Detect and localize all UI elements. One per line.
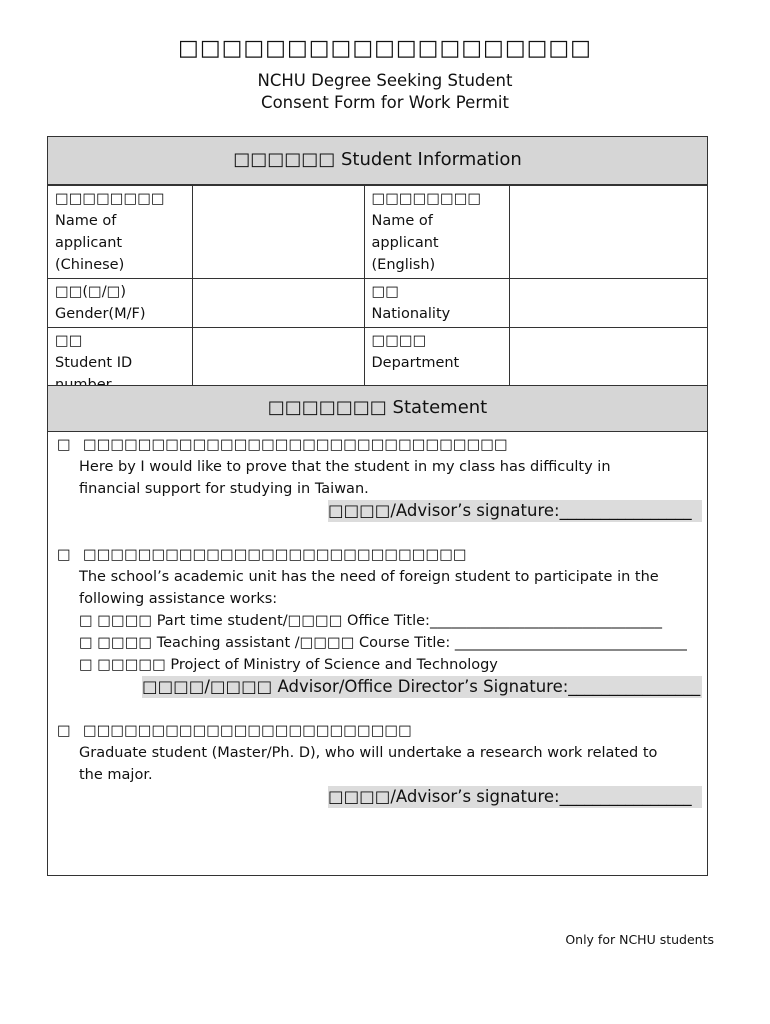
name-chinese-field[interactable] — [192, 186, 364, 279]
statement-2-text-2: following assistance works: — [79, 591, 278, 607]
student-info-header: □□□□□□ Student Information — [48, 137, 707, 185]
form-title-english — [0, 70, 770, 114]
statement-1-text-2: financial support for studying in Taiwan. — [79, 481, 369, 497]
statement-1-chinese: □□□□□□□□□□□□□□□□□□□□□□□□□□□□□□□ — [83, 437, 508, 453]
statement-header: □□□□□□□ Statement — [48, 385, 707, 432]
advisor-signature-1[interactable]: □□□□/Advisor’s signature:________________ — [328, 500, 702, 522]
form-title-line-2: Consent Form for Work Permit — [261, 93, 509, 112]
statement-2-chinese: □□□□□□□□□□□□□□□□□□□□□□□□□□□□ — [83, 547, 467, 563]
statement-1-checkbox[interactable]: □ — [57, 437, 71, 453]
label-student-id: □□ Student ID — [48, 328, 192, 399]
statement-3-text-2: the major. — [79, 767, 153, 783]
student-info-table — [48, 185, 707, 399]
option-teaching-assistant[interactable]: □ □□□□ Teaching assistant /□□□□ Course Title: ________________________________ — [79, 635, 687, 651]
table-row — [48, 279, 707, 328]
consent-form — [47, 136, 708, 876]
statement-3-text-1: Graduate student (Master/Ph. D), who will undertake a research work related to — [79, 745, 658, 761]
footer-note: Only for NCHU students — [565, 932, 714, 947]
label-name-chinese: □□□□□□□□ Name of applicant (Chinese) — [48, 186, 192, 279]
statement-2-text-1: The school’s academic unit has the need of foreign student to participate in the — [79, 569, 659, 585]
statement-1-text-1: Here by I would like to prove that the student in my class has difficulty in — [79, 459, 611, 475]
label-nationality: □□ Nationality — [364, 279, 509, 328]
nationality-field[interactable] — [509, 279, 707, 328]
name-english-field[interactable] — [509, 186, 707, 279]
table-row — [48, 186, 707, 279]
label-department: □□□□ Department — [364, 328, 509, 399]
director-signature[interactable]: □□□□/□□□□ Advisor/Office Director’s Signature:________________ — [142, 677, 701, 696]
form-title-line-1: NCHU Degree Seeking Student — [257, 71, 513, 90]
option-part-time-student[interactable]: □ □□□□ Part time student/□□□□ Office Title:________________________________ — [79, 613, 662, 629]
label-name-english: □□□□□□□□ Name of applicant (English) — [364, 186, 509, 279]
advisor-signature-3[interactable]: □□□□/Advisor’s signature:________________ — [328, 786, 702, 808]
gender-field[interactable] — [192, 279, 364, 328]
statement-2-checkbox[interactable]: □ — [57, 547, 71, 563]
statement-3-chinese: □□□□□□□□□□□□□□□□□□□□□□□□ — [83, 723, 412, 739]
form-title-chinese: □□□□□□□□□□□□□□□□□□□ — [178, 36, 592, 61]
statement-3-checkbox[interactable]: □ — [57, 723, 71, 739]
label-gender: □□(□/□) Gender(M/F) — [48, 279, 192, 328]
option-mst-project[interactable]: □ □□□□□ Project of Ministry of Science and Technology — [79, 657, 498, 673]
